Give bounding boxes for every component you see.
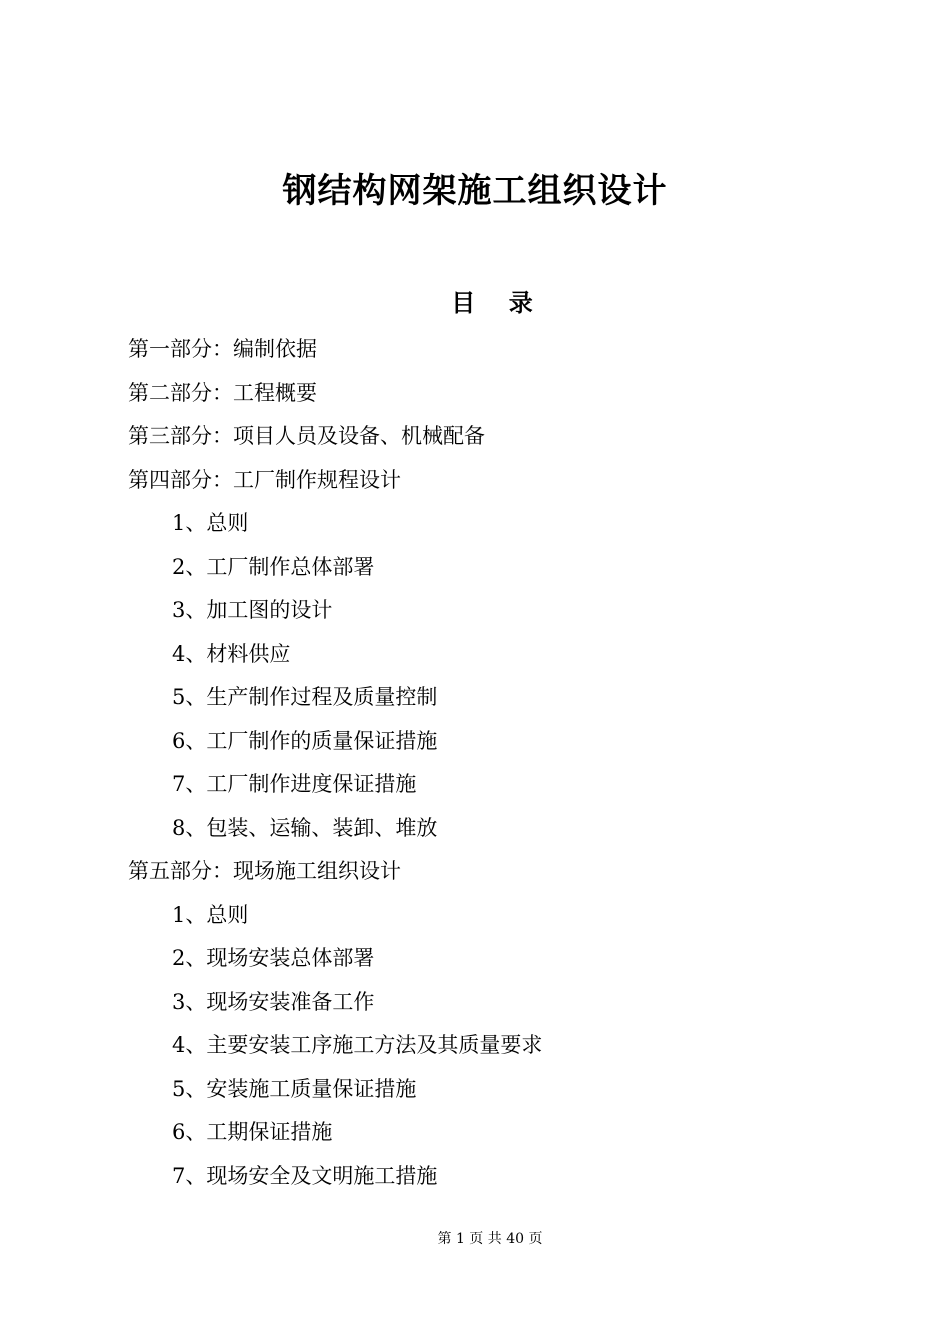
- table-of-contents: [128, 328, 828, 1198]
- toc-item: 第五部分：现场施工组织设计: [128, 859, 401, 883]
- toc-subitem: 6、工期保证措施: [172, 1120, 333, 1144]
- toc-subitem: 2、工厂制作总体部署: [172, 554, 375, 579]
- toc-subitem: 3、加工图的设计: [172, 598, 333, 622]
- document-title: 钢结构网架施工组织设计: [282, 171, 668, 211]
- toc-subitem: 2、现场安装总体部署: [172, 946, 375, 970]
- toc-subitem: 8、包装、运输、装卸、堆放: [172, 815, 438, 840]
- toc-heading: 目 录: [451, 288, 533, 317]
- toc-subitem: 1、总则: [172, 511, 249, 535]
- toc-item: 第三部分：项目人员及设备、机械配备: [128, 424, 485, 448]
- toc-subitem: 6、工厂制作的质量保证措施: [172, 728, 438, 753]
- toc-subitem: 4、主要安装工序施工方法及其质量要求: [172, 1033, 543, 1057]
- toc-subitem: 5、生产制作过程及质量控制: [172, 685, 438, 709]
- page-footer: 第 1 页 共 40 页: [437, 1231, 543, 1247]
- toc-subitem: 7、工厂制作进度保证措施: [172, 772, 417, 796]
- toc-item: 第四部分：工厂制作规程设计: [128, 467, 401, 492]
- toc-subitem: 3、现场安装准备工作: [172, 989, 375, 1014]
- toc-item: 第二部分：工程概要: [128, 380, 317, 405]
- toc-subitem: 4、材料供应: [172, 641, 291, 666]
- toc-subitem: 5、安装施工质量保证措施: [172, 1076, 417, 1101]
- toc-item: 第一部分：编制依据: [128, 337, 317, 361]
- toc-subitem: 1、总则: [172, 902, 249, 927]
- toc-subitem: 7、现场安全及文明施工措施: [172, 1163, 438, 1188]
